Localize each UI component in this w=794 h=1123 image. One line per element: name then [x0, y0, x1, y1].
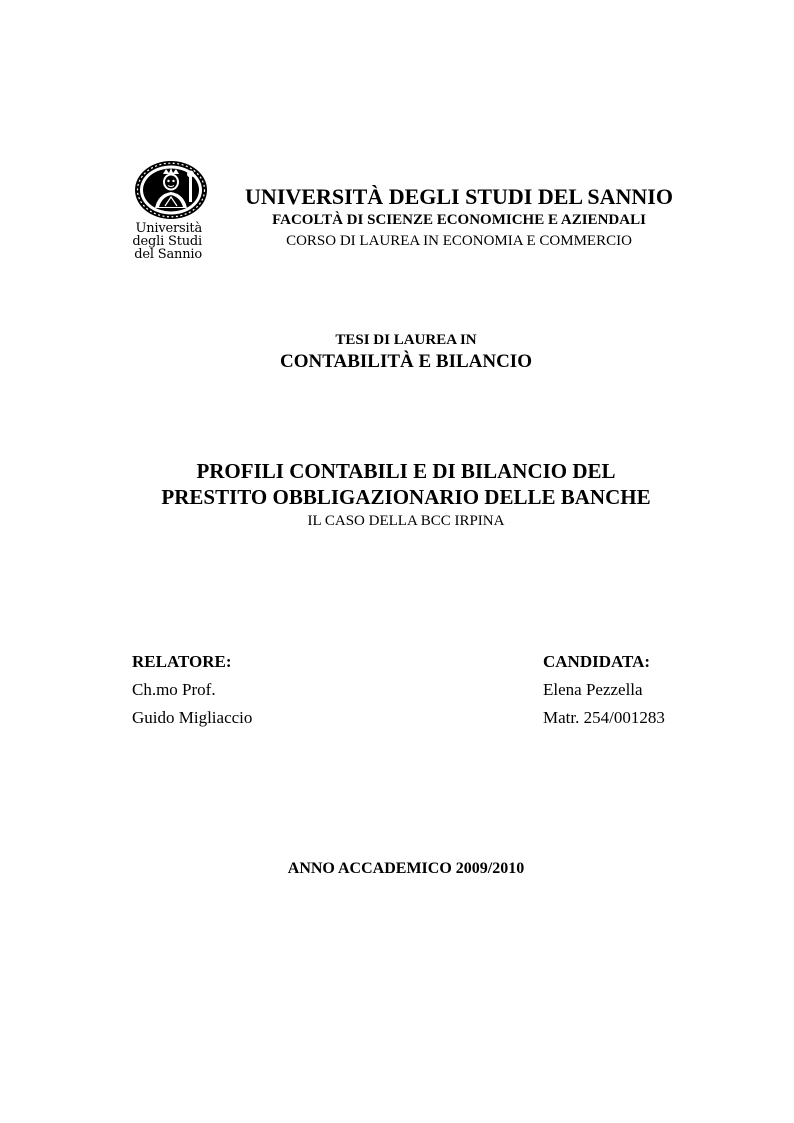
candidate-name: Elena Pezzella: [543, 680, 643, 699]
thesis-label: TESI DI LAUREA IN: [335, 332, 477, 348]
supervisor-label: RELATORE:: [132, 652, 232, 671]
supervisor-title: Ch.mo Prof.: [132, 680, 216, 699]
thesis-title-line-2: PRESTITO OBBLIGAZIONARIO DELLE BANCHE: [161, 485, 651, 509]
candidate-label: CANDIDATA:: [543, 652, 651, 671]
university-name: UNIVERSITÀ DEGLI STUDI DEL SANNIO: [245, 184, 673, 209]
thesis-title-line-1: PROFILI CONTABILI E DI BILANCIO DEL: [196, 459, 616, 483]
candidate-matricola: Matr. 254/001283: [543, 708, 665, 727]
logo-line: del Sannio: [134, 247, 202, 262]
supervisor-name: Guido Migliaccio: [132, 708, 253, 727]
course-name: CORSO DI LAUREA IN ECONOMIA E COMMERCIO: [286, 233, 632, 249]
university-logo: [106, 160, 206, 262]
logo-line: Università: [135, 221, 202, 236]
academic-year: ANNO ACCADEMICO 2009/2010: [287, 860, 525, 877]
logo-line: degli Studi: [132, 234, 202, 249]
thesis-subtitle: IL CASO DELLA BCC IRPINA: [307, 513, 505, 529]
faculty-name: FACOLTÀ DI SCIENZE ECONOMICHE E AZIENDALI: [272, 212, 646, 228]
university-seal-icon: [128, 160, 214, 224]
thesis-subject: CONTABILITÀ E BILANCIO: [280, 351, 532, 372]
university-logo-wordmark: [106, 222, 202, 261]
